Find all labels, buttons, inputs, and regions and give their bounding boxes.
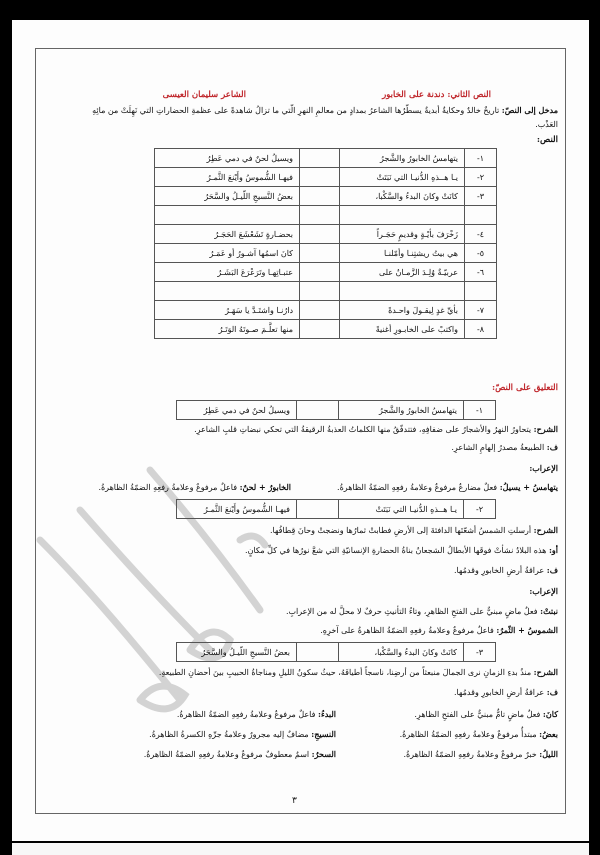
idea-3: ف: عراقةُ أرضِ الخابورِ وقدمُها.	[453, 687, 558, 697]
poem-row: ٥- هي بيتُ ريشتِنـا وأمّلنـا كانَ اسمُها آشـورُ أو عَمَـرُ	[155, 244, 497, 263]
commentary-verse-2: ٢- يـا هــذهِ الدُّنيـا التي نَبَتَتْ فيهـا الشُّموسُ وأَيْنعَ الثَّمـرُ	[176, 499, 496, 519]
poem-row: ٧- بأيِّ غدٍ لِيقـولَ واحـدةً دارُنـا واشتَـدَّ يا سَهَـرُ	[155, 301, 497, 320]
parsing-item: البدءُ: فاعلٌ مرفوعٌ وعلامةُ رفعِهِ الضمّةُ الظاهرةُ.	[176, 709, 336, 719]
poet-name: الشاعر سليمان العيسى	[162, 90, 246, 100]
alt-explanation-2: أو: هذه البلادُ نشأتْ فوقَها الأبطالُ الشجعانُ بناةُ الحضارةِ الإنسانيّةِ التي شعَّ نورُها في كلِّ مكانٍ.	[245, 545, 558, 555]
intro-paragraph	[92, 104, 558, 117]
poem-row-empty	[155, 282, 497, 301]
commentary-label: التعليق على النصّ:	[491, 383, 558, 393]
intro-text: تاريخٌ خالدٌ وحكايةٌ أبديةٌ يسطّرُها الشاعرُ بمدادٍ من معالمِ النهرِ الّتي ما تزالُ شاهدةً على عظمةِ الحضاراتِ التي نَهِلَتْ من مائِهِ	[92, 106, 500, 115]
poem-row: ٤- زَخْرَفَ بأيْـةٍ وقديمٍ حَجَـراً بحضـارةٍ تَشَعْشَعَ الحَجَـرُ	[155, 225, 497, 244]
commentary-verse-3: ٣- كانَتْ وكانَ البدءُ والسَّكْبا، بعضُ النَّسيجِ اللّيـلُ والسَّحَرُ	[176, 642, 496, 662]
parsing-item: يتهامسُ + يسيلُ: فعلٌ مضارعٌ مرفوعٌ وعلامةُ رفعِهِ الضمّةُ الظاهرةُ.	[337, 482, 558, 492]
explanation-1: الشرح: يتحاورُ النهرُ والأشجارُ على ضفافِهِ، فتتدفّقُ منها الكلماتُ العذبةُ الرقيقةُ التي تحكي نبضاتِ قلبِ الشاعرِ.	[194, 424, 558, 434]
parsing-item: الشموسُ + الثّمرُ: فاعلٌ مرفوعٌ وعلامةُ رفعِهِ الضمّةُ الظاهرةُ على آخرِهِ.	[320, 625, 558, 635]
parsing-label-1: الإعراب:	[529, 463, 558, 473]
parsing-item: نبتتْ: فعلٌ ماضٍ مبنيٌّ على الفتحِ الظاهرِ، وتاءُ التأنيثِ حرفٌ لا محلَّ له من الإعرابِ.	[285, 606, 558, 616]
idea-1: ف: الطبيعةُ مصدرُ إلهامِ الشاعرِ.	[451, 442, 558, 452]
poem-row-empty	[155, 206, 497, 225]
poem-label: النص:	[536, 135, 558, 145]
poem-row: ٦- عربيّـةٌ وُلِـدَ الزَّمـانُ على عتبـاتِهـا وتَرَعْرَعَ البَشَـرُ	[155, 263, 497, 282]
commentary-verse-1: ١- يتهامسُ الخابورُ والشَّجرُ ويسيلُ لحنٌ في دمي عَطِرُ	[176, 400, 496, 420]
poem-row: ٨- واكتبْ على الخابـورِ أغنيةً منها تعلَّـمَ صـوتَهُ الوَتَـرُ	[155, 320, 497, 339]
intro-continuation: العَذْب.	[535, 120, 558, 129]
parsing-item: السحرُ: اسمٌ معطوفٌ مرفوعٌ وعلامةُ رفعِهِ الضمّةُ الظاهرةُ.	[143, 749, 336, 759]
poem-row: ٢- يـا هــذهِ الدُّنيـا التي نَبَتَتْ فيهـا الشُّموسُ وأَيْنعَ الثَّمـرُ	[155, 168, 497, 187]
page-number: ٣	[292, 796, 297, 806]
poem-table	[154, 148, 497, 339]
lesson-title: النص الثاني: دندنة على الخابور	[382, 90, 491, 100]
parsing-label-2: الإعراب:	[529, 586, 558, 596]
parsing-item: الخابورُ + لحنٌ: فاعلٌ مرفوعٌ وعلامةُ رفعِهِ الضمّةُ الظاهرةُ.	[98, 482, 291, 492]
parsing-item: بعضُ: مبتدأٌ مرفوعٌ وعلامةُ رفعِهِ الضمّةُ الظاهرةُ.	[399, 729, 558, 739]
poem-row: ٣- كانَتْ وكانَ البدءُ والسَّكْبا، بعضُ النَّسيجِ اللّيـلُ والسَّحَرُ	[155, 187, 497, 206]
intro-label: مدخل إلى النصّ:	[501, 105, 558, 115]
explanation-2: الشرح: أرسلتِ الشمسُ أشعّتَها الدافئةَ إلى الأرضِ فطابتْ ثمارُها ونضجتْ وحانَ قِطافُها.	[270, 525, 558, 535]
next-page-edge	[12, 843, 589, 855]
parsing-item: كانَ: فعلٌ ماضٍ تامٌّ مبنيٌّ على الفتحِ الظاهرِ.	[414, 709, 558, 719]
poem-row: ١- يتهامسُ الخابورُ والشَّجرُ ويسيلُ لحنٌ في دمي عَطِرُ	[155, 149, 497, 168]
explanation-3: الشرح: منذُ بدءِ الزمانِ نرى الجمالَ منبعثاً من أرضِنا، ناسجاً أطيافَهُ، حيثُ سكونُ الليلِ ومناجاةُ الحبيبِ بينَ أحضانِ الطبيعةِ.	[158, 667, 558, 677]
parsing-item: الليلُ: خبرٌ مرفوعٌ وعلامةُ رفعِهِ الضمّةُ الظاهرةُ.	[403, 749, 558, 759]
idea-2: ف: عراقةُ أرضِ الخابورِ وقدمُها.	[453, 565, 558, 575]
parsing-item: النسيجِ: مضافٌ إليه مجرورٌ وعلامةُ جرِّهِ الكسرةُ الظاهرةُ.	[149, 729, 336, 739]
